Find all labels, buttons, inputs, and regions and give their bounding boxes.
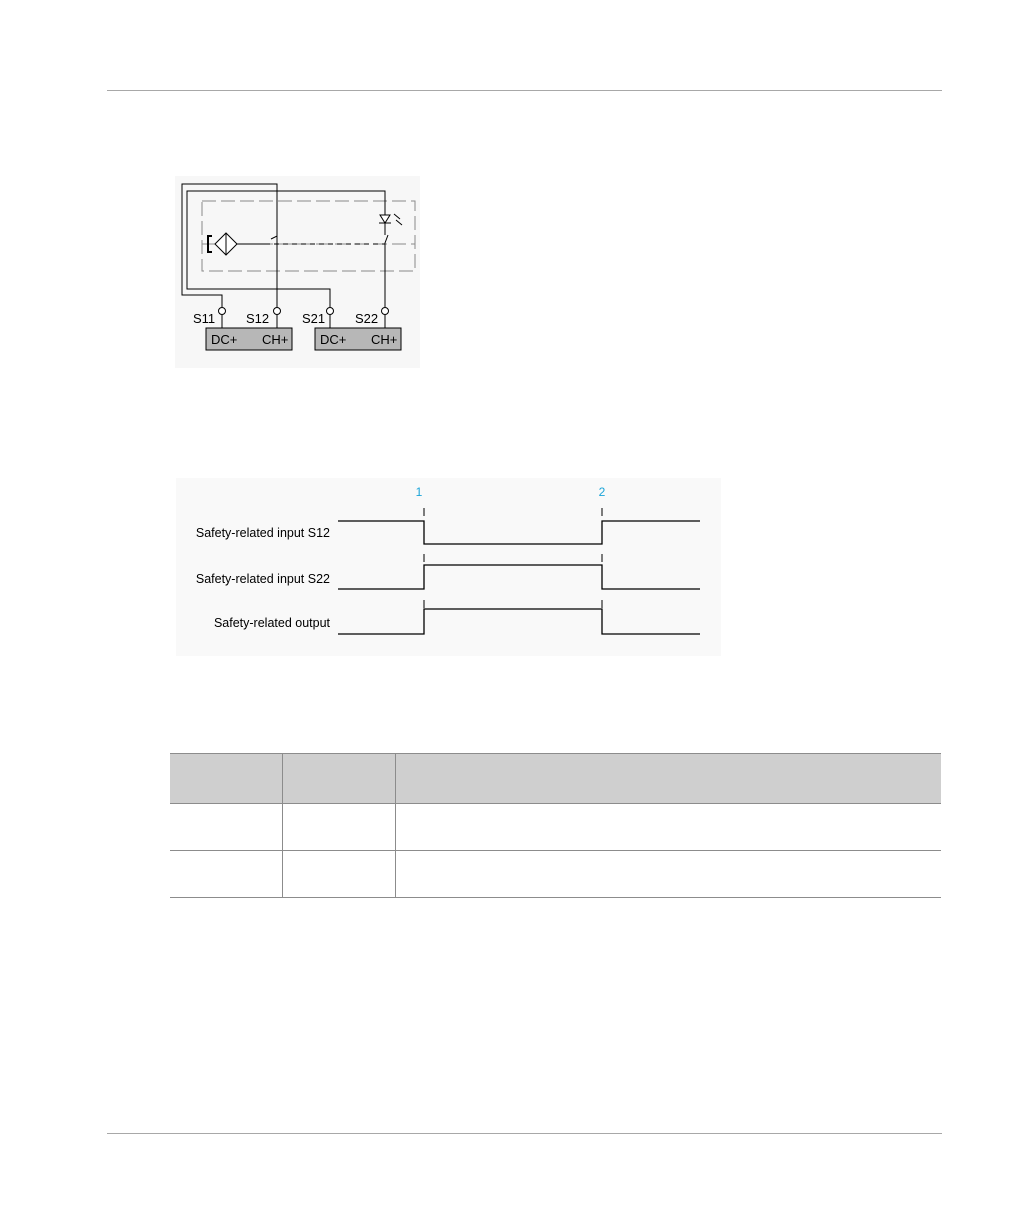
table-row <box>170 804 941 851</box>
signal-label-s12: Safety-related input S12 <box>195 526 330 540</box>
table-cell <box>170 804 282 851</box>
marker-2-label: 2 <box>598 485 606 499</box>
block2-dc-label: DC+ <box>320 332 347 347</box>
block1-ch-label: CH+ <box>262 332 289 347</box>
marker-1-label: 1 <box>415 485 423 499</box>
wiring-diagram <box>175 176 420 368</box>
table-row <box>170 851 941 898</box>
table-cell <box>170 851 282 898</box>
table-header-cell <box>170 754 282 804</box>
signal-label-s22: Safety-related input S22 <box>195 572 330 586</box>
header-rule <box>107 90 942 91</box>
table-cell <box>395 851 941 898</box>
info-table <box>170 753 941 898</box>
block2-ch-label: CH+ <box>371 332 398 347</box>
terminal-label-s11: S11 <box>193 311 216 326</box>
terminal-label-s12: S12 <box>246 311 270 326</box>
block1-dc-label: DC+ <box>211 332 238 347</box>
table-header-cell <box>282 754 395 804</box>
table-header-cell <box>395 754 941 804</box>
timing-diagram <box>176 478 721 656</box>
table-cell <box>395 804 941 851</box>
table-cell <box>282 851 395 898</box>
table-cell <box>282 804 395 851</box>
footer-rule <box>107 1133 942 1134</box>
terminal-label-s21: S21 <box>302 311 326 326</box>
table-header-row <box>170 754 941 804</box>
signal-label-output: Safety-related output <box>213 616 330 630</box>
terminal-label-s22: S22 <box>355 311 379 326</box>
